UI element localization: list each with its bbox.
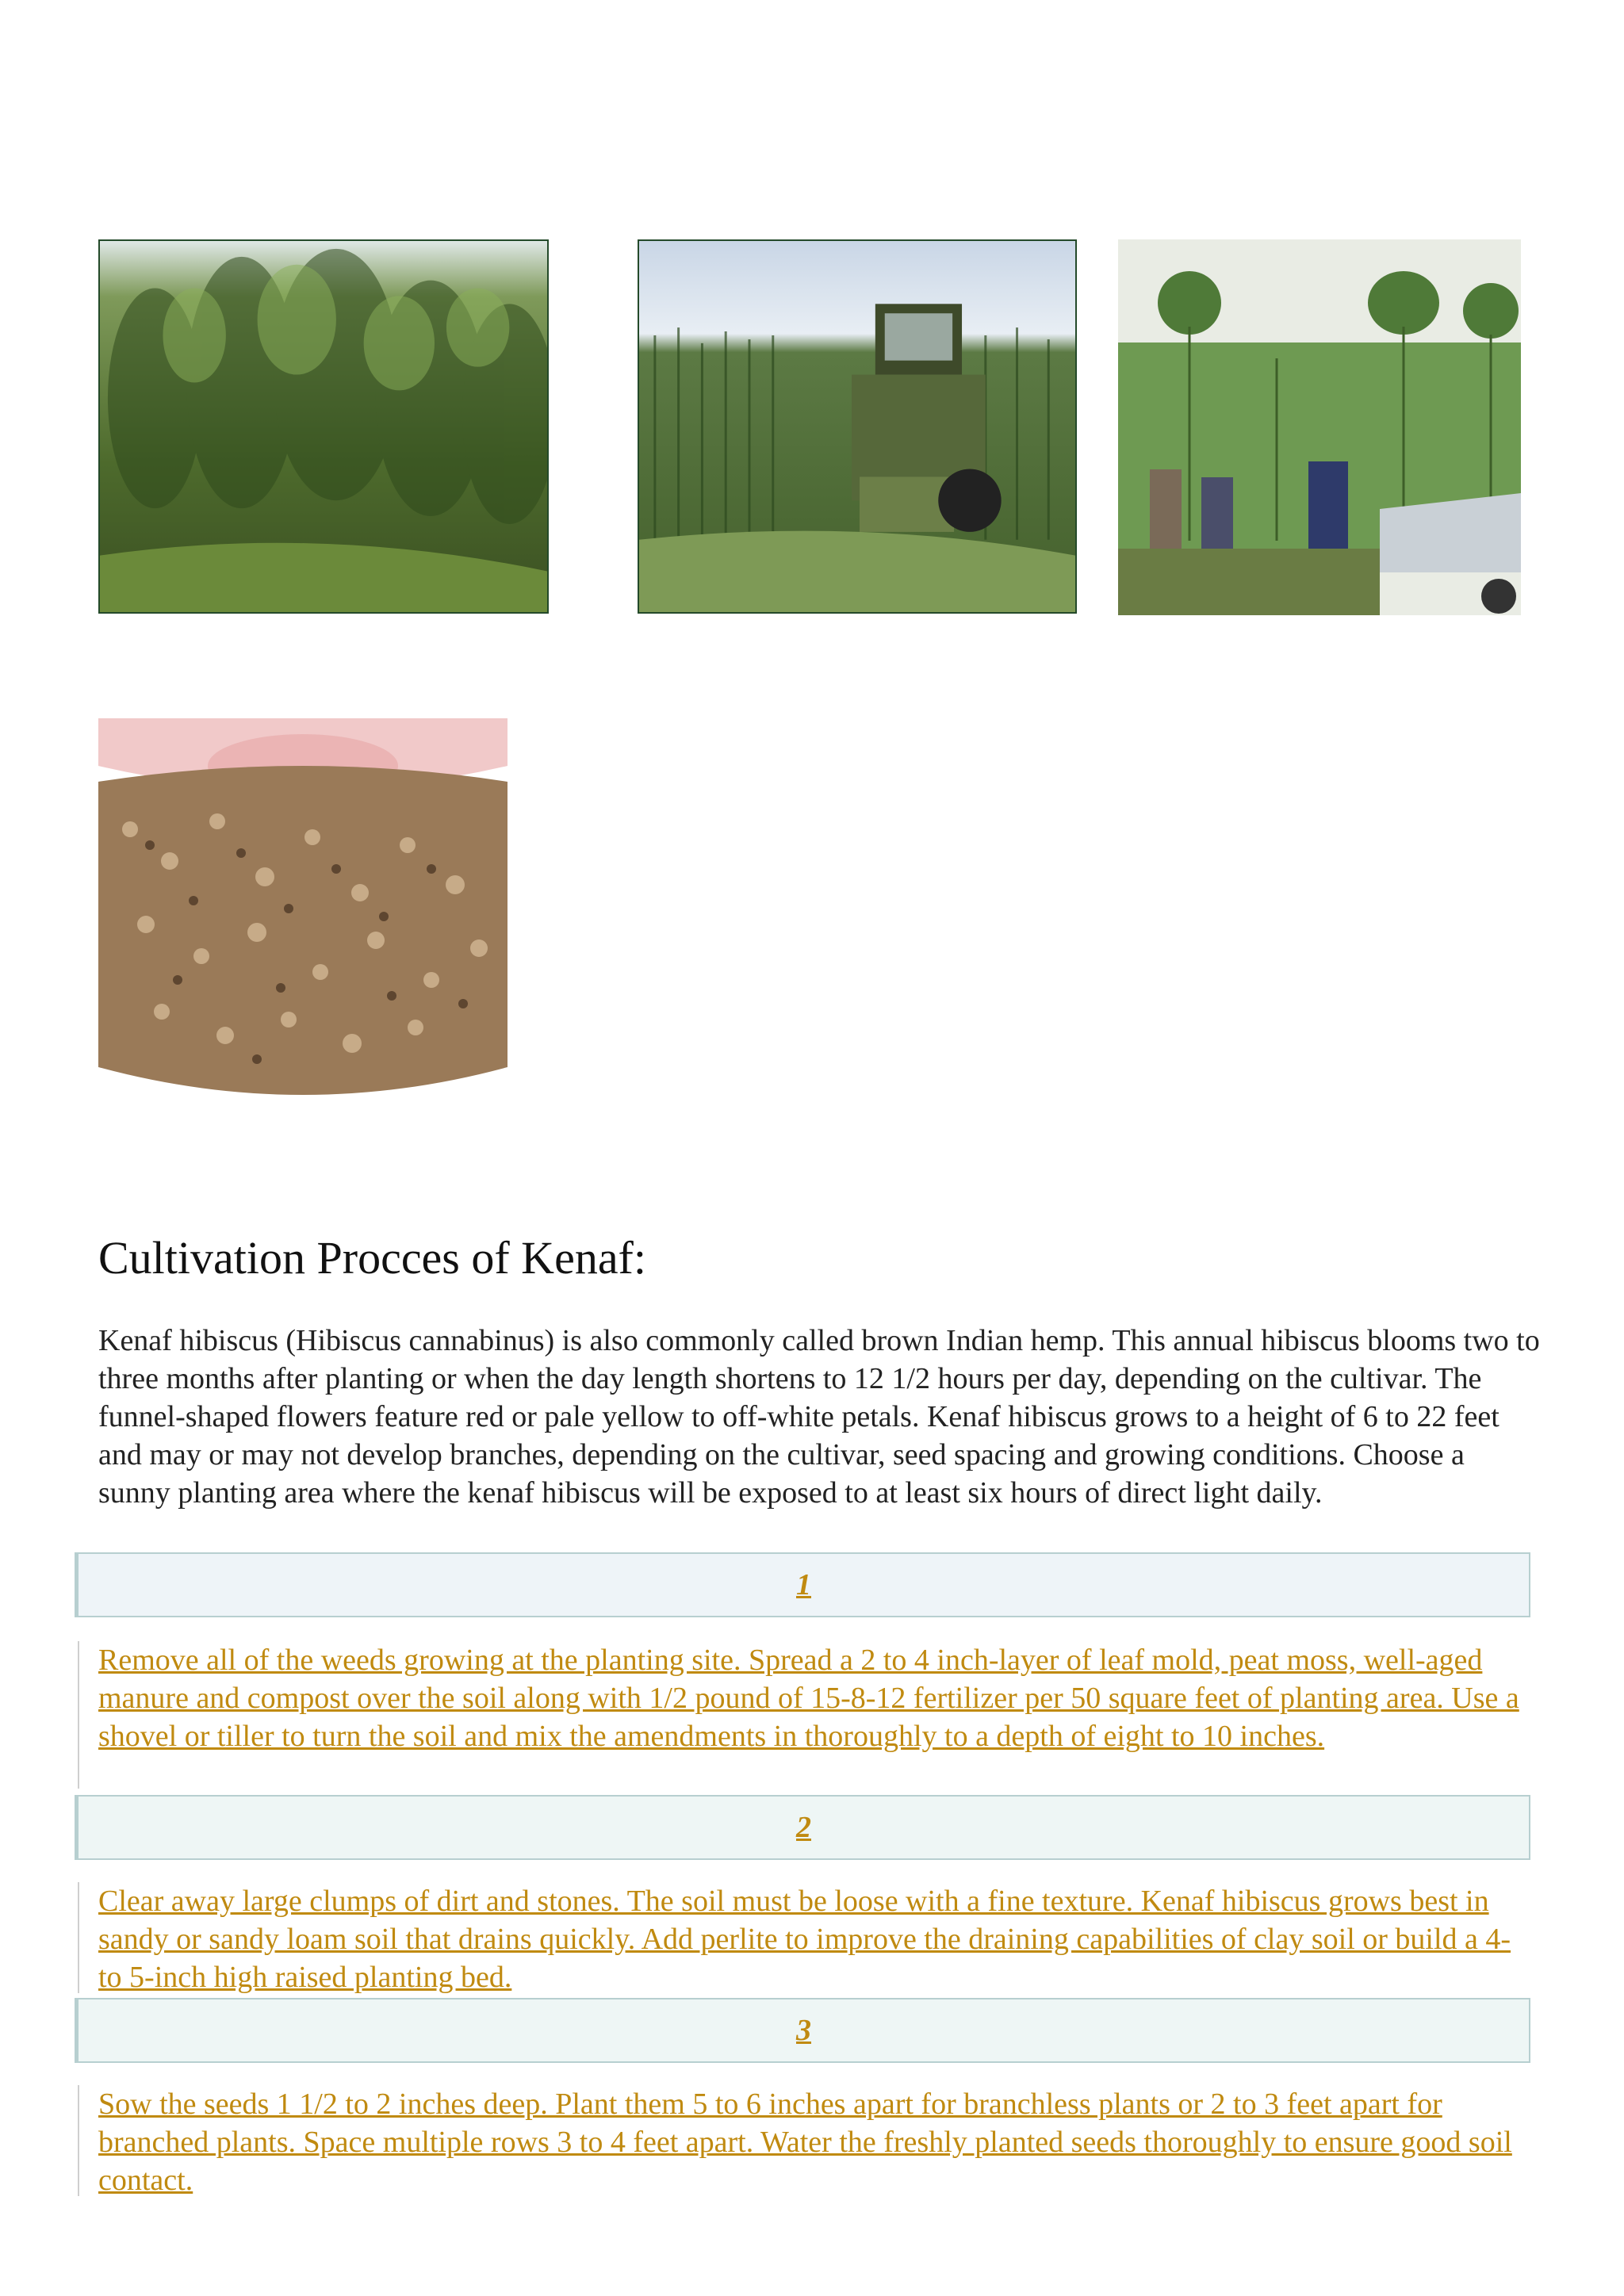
intro-paragraph: Kenaf hibiscus (Hibiscus cannabinus) is also commonly called brown Indian hemp. This annual hibiscus blooms two to three months after planting or when the day length shortens to 12 1/2 hours per day, depending on the cultivar. The funnel-shaped flowers feature red or pale yellow to off-white petals. Kenaf hibiscus grows to a height of 6 to 22 feet and may or may not develop branches, depending on the cultivar, seed spacing and growing conditions. Choose a sunny planting area where the kenaf hibiscus will be exposed to at least six hours of direct light daily. (98, 1324, 1540, 1510)
step-number-1[interactable]: 1 (796, 1568, 811, 1601)
step-number-2[interactable]: 2 (796, 1811, 811, 1844)
step-text-2[interactable]: Clear away large clumps of dirt and stones. The soil must be loose with a fine texture. Kenaf hibiscus grows best in sandy or sandy loam soil that drains quickly. Add perlite to improve the draining capabilities of clay soil or build a 4- to 5-inch high raised planting bed. (98, 1885, 1511, 1994)
step-text-1[interactable]: Remove all of the weeds growing at the planting site. Spread a 2 to 4 inch-layer of leaf mold, peat moss, well-aged manure and compost over the soil along with 1/2 pound of 15-8-12 fertilizer per 50 square feet of planting area. Use a shovel or tiller to turn the soil and mix the amendments in thoroughly to a depth of eight to 10 inches. (98, 1644, 1519, 1753)
step-divider-1 (78, 1641, 79, 1789)
kenaf-harvester-photo (638, 239, 1077, 614)
step-divider-3 (78, 2085, 79, 2196)
page-heading: Cultivation Procces of Kenaf: (98, 1232, 646, 1284)
step-divider-2 (78, 1882, 79, 1993)
kenaf-farmers-photo (1118, 239, 1521, 615)
kenaf-field-photo (98, 239, 549, 614)
step-number-3[interactable]: 3 (796, 2014, 811, 2047)
kenaf-pellets-photo (98, 718, 508, 1107)
step-header-3[interactable] (75, 1998, 1530, 2063)
step-text-3[interactable]: Sow the seeds 1 1/2 to 2 inches deep. Plant them 5 to 6 inches apart for branchless plants or 2 to 3 feet apart for branched plants. Space multiple rows 3 to 4 feet apart. Water the freshly planted seeds thoroughly to ensure good soil contact. (98, 2087, 1512, 2197)
step-header-2[interactable] (75, 1795, 1530, 1860)
step-header-1[interactable] (75, 1552, 1530, 1617)
